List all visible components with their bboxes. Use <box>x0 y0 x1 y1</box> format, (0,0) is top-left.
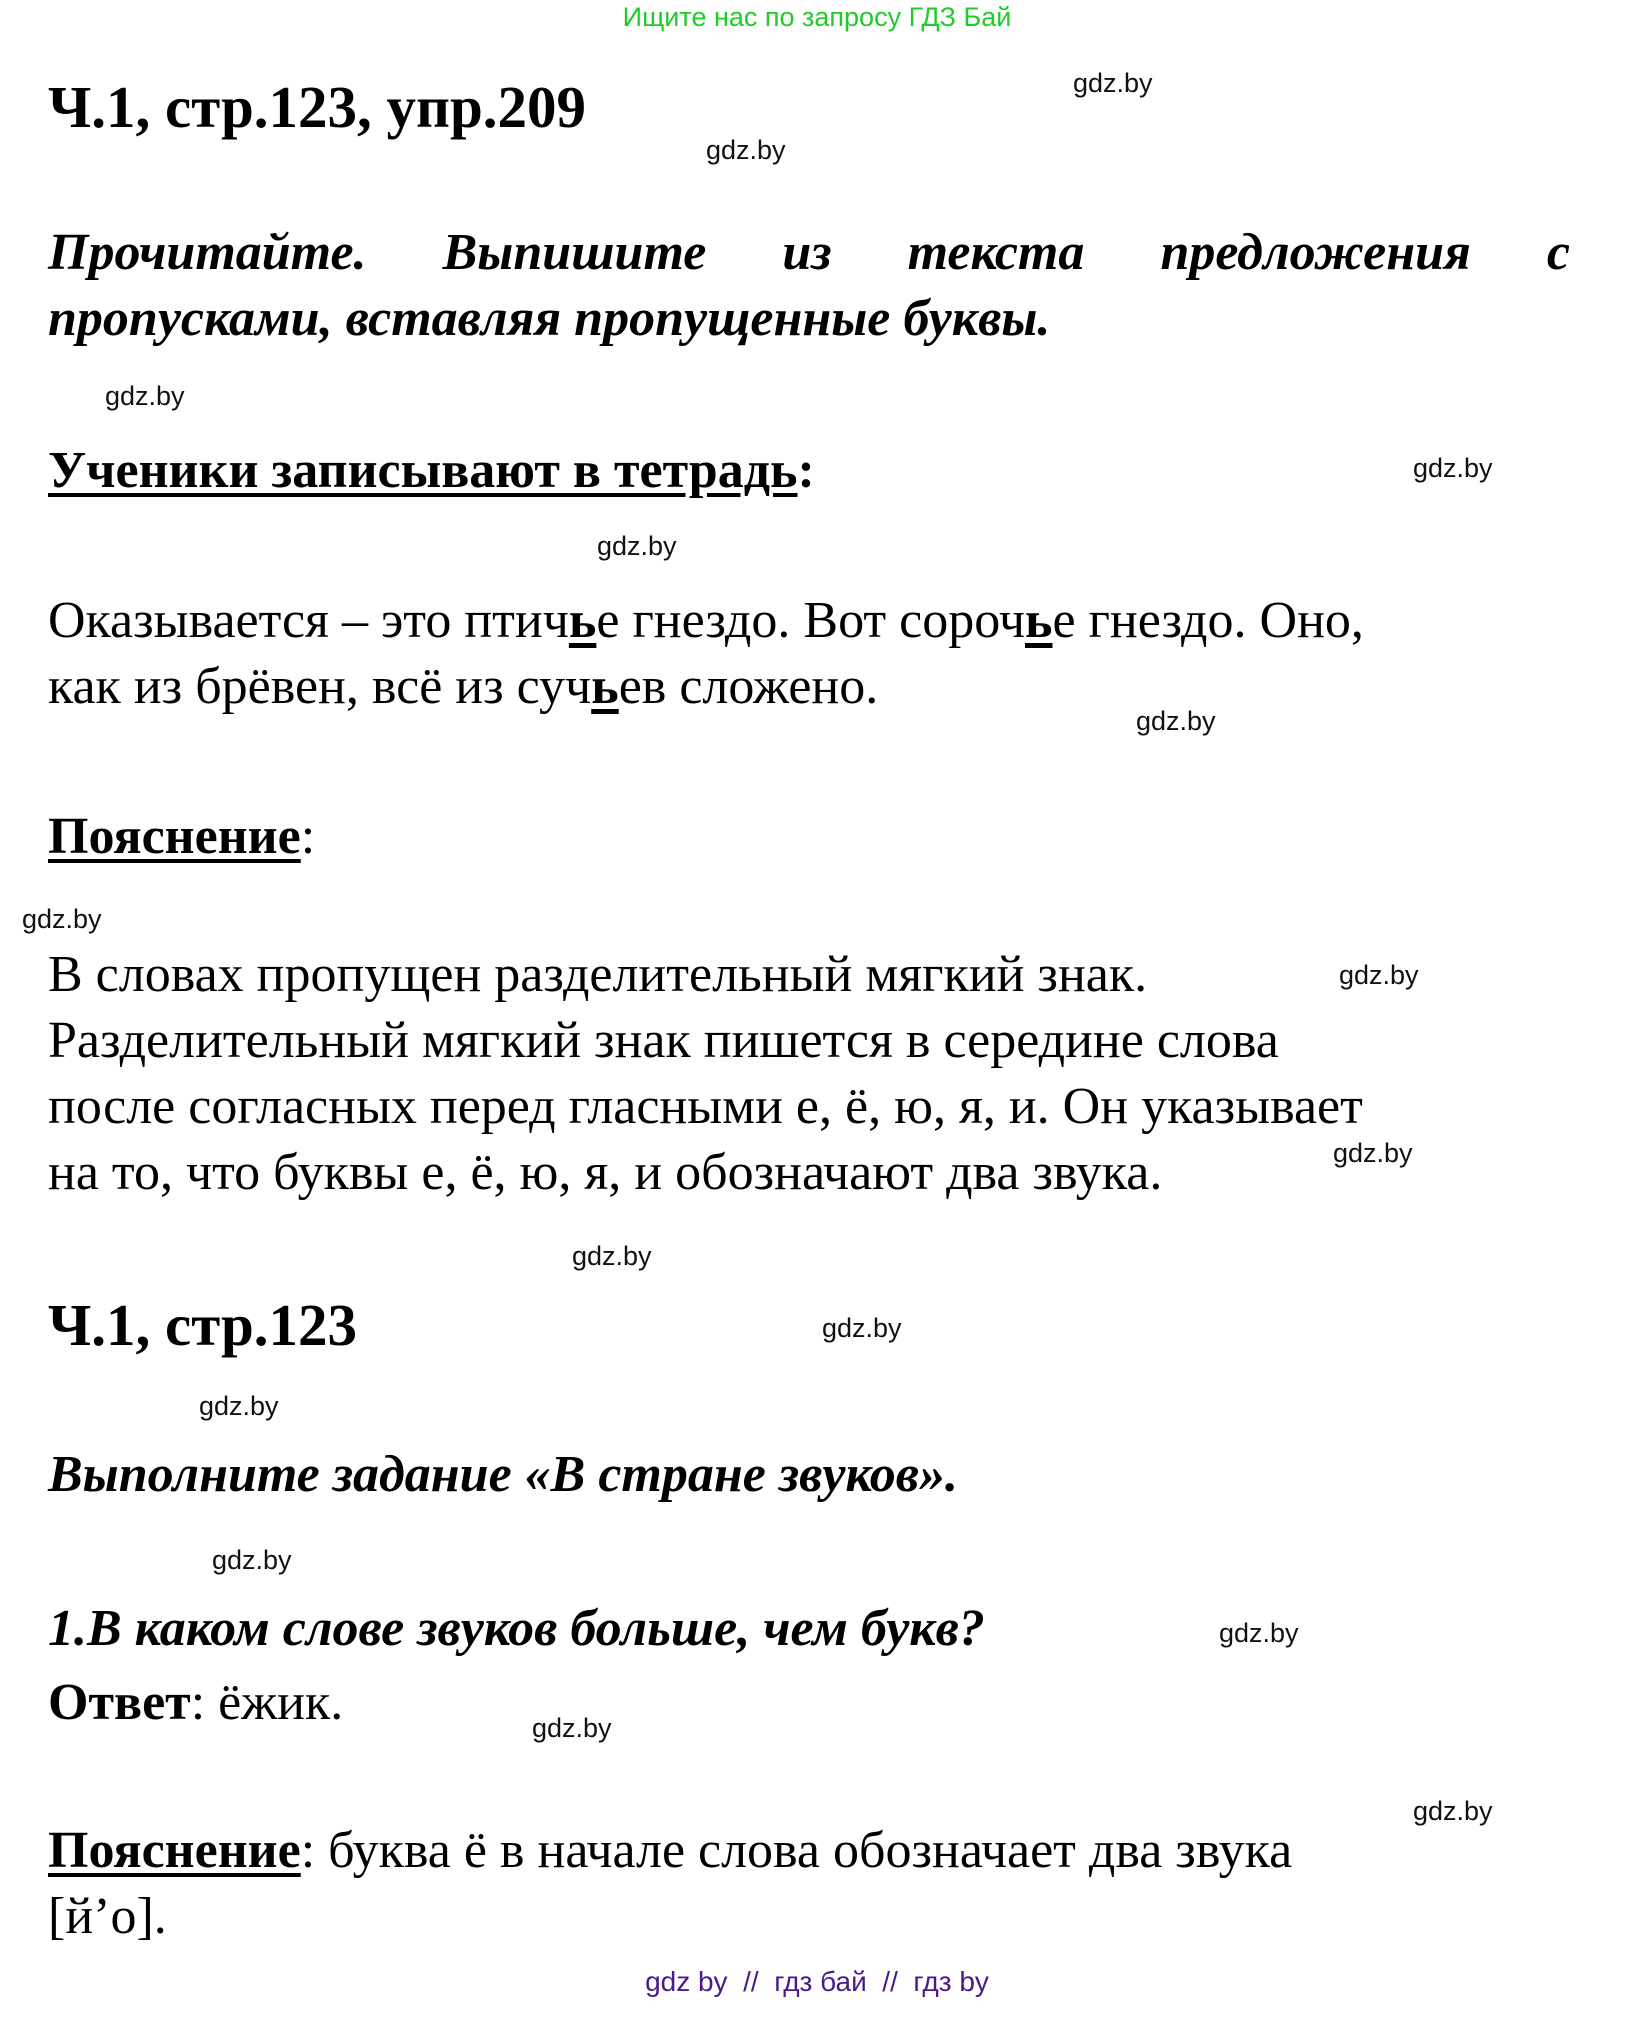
watermark: gdz.by <box>212 1545 292 1575</box>
explanation-line: Разделительный мягкий знак пишется в середине слова <box>48 1012 1279 1069</box>
answer-line-2 <box>48 654 1608 720</box>
text-fragment: как из брёвен, всё из суч <box>48 658 592 715</box>
explanation-label: Пояснение <box>48 808 301 865</box>
text-fragment: е гнездо. Оно, <box>1052 592 1364 649</box>
watermark: gdz.by <box>1413 1796 1493 1826</box>
watermark: gdz.by <box>1413 453 1493 483</box>
inserted-soft-sign: ь <box>568 592 597 649</box>
watermark: gdz.by <box>1073 68 1153 98</box>
answer-paragraph <box>48 588 1608 720</box>
students-write-colon: : <box>797 442 815 499</box>
answer-line-1 <box>48 588 1608 654</box>
watermark: gdz.by <box>532 1713 612 1743</box>
watermark: gdz.by <box>1219 1618 1299 1648</box>
watermark: gdz.by <box>597 531 677 561</box>
section1-instruction <box>48 220 1570 352</box>
text-fragment: Оказывается – это птич <box>48 592 569 649</box>
text-fragment: е гнездо. Вот сороч <box>596 592 1025 649</box>
section2-explanation <box>48 1818 1608 1950</box>
watermark: gdz.by <box>706 135 786 165</box>
explanation-line: после согласных перед гласными е, ё, ю, я, и. Он указывает <box>48 1078 1363 1135</box>
watermark: gdz.by <box>105 381 185 411</box>
watermark: gdz.by <box>1339 960 1419 990</box>
inserted-soft-sign: ь <box>1025 592 1053 649</box>
watermark: gdz.by <box>572 1241 652 1271</box>
footer-links: gdz by // гдз бай // гдз by <box>645 1966 989 1997</box>
explanation-label: Пояснение <box>48 1822 301 1879</box>
instruction-line-2: пропусками, вставляя пропущенные буквы. <box>48 290 1051 347</box>
students-write-label: Ученики записывают в тетрадь <box>48 442 798 499</box>
students-write-heading <box>48 440 815 502</box>
watermark: gdz.by <box>1136 706 1216 736</box>
question-1: 1.В каком слове звуков больше, чем букв? <box>48 1600 985 1657</box>
section2-title: Ч.1, стр.123 <box>48 1292 358 1358</box>
explanation-colon: : <box>300 808 316 865</box>
explanation-line <box>48 1818 1608 1884</box>
watermark: gdz.by <box>199 1391 279 1421</box>
inserted-soft-sign: ь <box>591 658 619 715</box>
explanation-line: [й’о]. <box>48 1888 167 1945</box>
watermark: gdz.by <box>822 1313 902 1343</box>
section1-title: Ч.1, стр.123, упр.209 <box>48 74 587 140</box>
explanation-heading <box>48 806 315 868</box>
instruction-line-1: Прочитайте. Выпишите из текста предложения с <box>48 224 1570 281</box>
text-fragment: : буква ё в начале слова обозначает два звука <box>300 1822 1293 1879</box>
answer-line <box>48 1670 343 1736</box>
answer-label: Ответ <box>48 1674 191 1731</box>
explanation-line: В словах пропущен разделительный мягкий знак. <box>48 946 1148 1003</box>
answer-value: : ёжик. <box>190 1674 344 1731</box>
watermark: gdz.by <box>1333 1138 1413 1168</box>
search-banner: Ищите нас по запросу ГДЗ Бай <box>622 2 1012 32</box>
text-fragment: ев сложено. <box>618 658 879 715</box>
watermark: gdz.by <box>22 904 102 934</box>
section2-instruction: Выполните задание «В стране звуков». <box>48 1446 959 1503</box>
explanation-line: на то, что буквы е, ё, ю, я, и обозначают два звука. <box>48 1144 1163 1201</box>
